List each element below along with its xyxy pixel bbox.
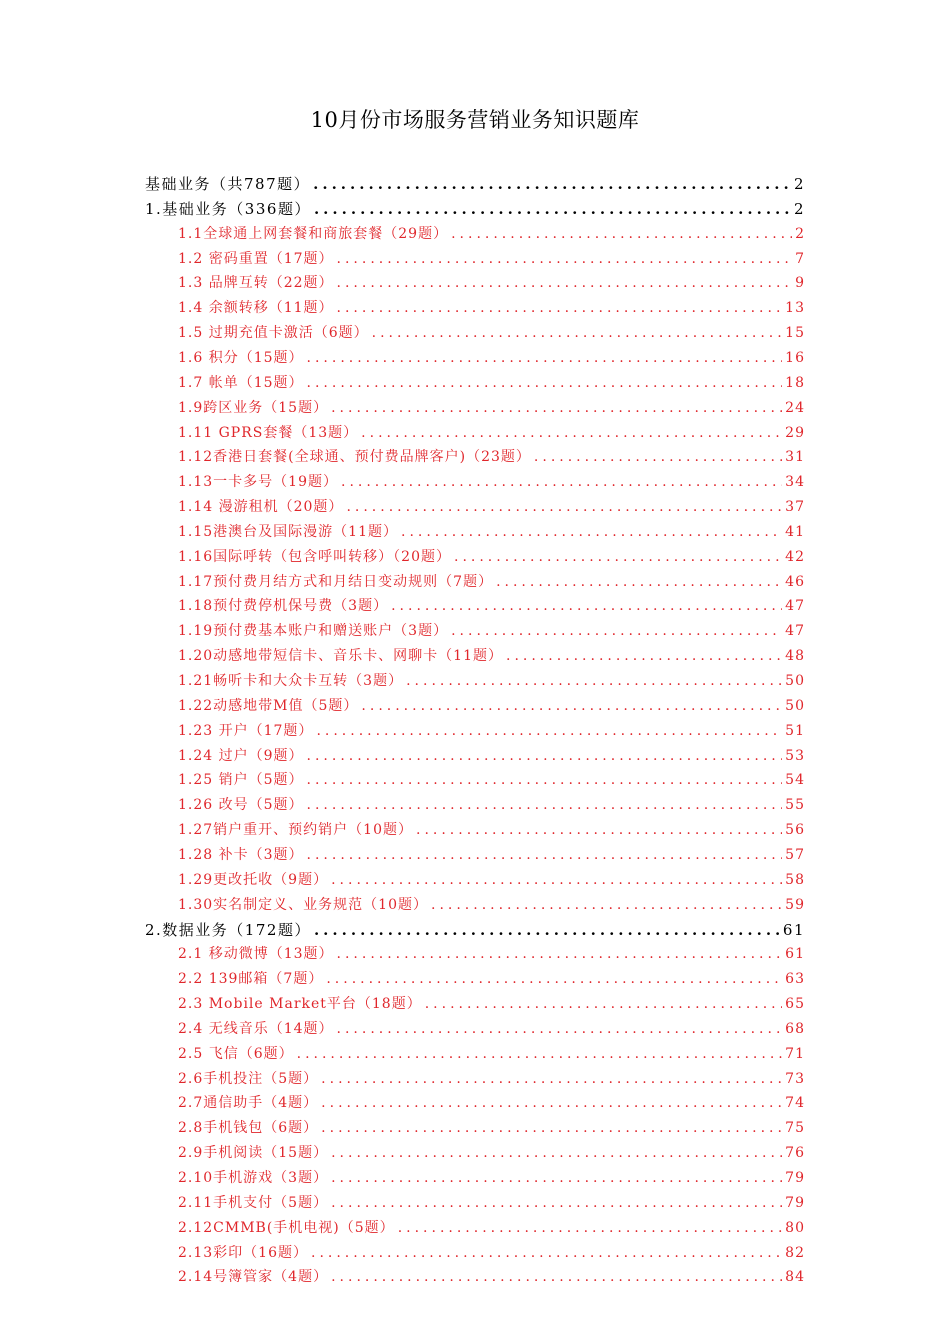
toc-entry-label: 2.6手机投注（5题）: [178, 1070, 319, 1087]
toc-dot-leader: [431, 897, 782, 913]
toc-page-number: 57: [785, 846, 805, 863]
toc-entry-label: 1.基础业务（336题）: [145, 199, 311, 218]
toc-dot-leader: [331, 1170, 782, 1186]
toc-dot-leader: [506, 648, 782, 664]
toc-entry-label: 1.5 过期充值卡激活（6题）: [178, 325, 369, 342]
toc-subsection-entry[interactable]: [178, 1117, 805, 1137]
toc-subsection-entry[interactable]: [178, 620, 805, 640]
toc-entry-label: 1.18预付费停机保号费（3题）: [178, 598, 389, 615]
toc-entry-label: 1.26 改号（5题）: [178, 797, 304, 814]
toc-page-number: 41: [785, 523, 805, 540]
toc-subsection-entry[interactable]: [178, 372, 805, 392]
toc-page-number: 56: [785, 822, 805, 839]
toc-page-number: 47: [785, 598, 805, 615]
toc-subsection-entry[interactable]: [178, 1167, 805, 1187]
toc-page-number: 2: [793, 175, 805, 193]
toc-entry-label: 2.10手机游戏（3题）: [178, 1170, 329, 1186]
toc-entry-label: 1.1全球通上网套餐和商旅套餐（29题）: [178, 225, 449, 242]
toc-page-number: 79: [785, 1194, 805, 1211]
toc-dot-leader: [313, 175, 791, 193]
toc-page-number: 61: [782, 920, 805, 939]
toc-section-entry[interactable]: [145, 198, 805, 219]
toc-subsection-entry[interactable]: [178, 248, 805, 268]
toc-entry-label: 1.24 过户（9题）: [178, 747, 304, 764]
toc-page-number: 15: [785, 325, 805, 342]
toc-page-number: 54: [785, 772, 805, 789]
toc-subsection-entry[interactable]: [178, 720, 805, 740]
toc-entry-label: 基础业务（共787题）: [145, 175, 311, 193]
toc-page-number: 79: [785, 1170, 805, 1186]
toc-subsection-entry[interactable]: [178, 819, 805, 839]
toc-page-number: 48: [785, 648, 805, 665]
toc-entry-label: 2.14号簿管家（4题）: [178, 1269, 329, 1286]
toc-subsection-entry[interactable]: [178, 422, 805, 442]
toc-dot-leader: [307, 748, 783, 764]
toc-entry-label: 1.30实名制定义、业务规范（10题）: [178, 896, 428, 913]
toc-page-number: 55: [785, 797, 805, 814]
toc-page-number: 65: [785, 996, 805, 1013]
toc-entry-label: 1.21畅听卡和大众卡互转（3题）: [178, 673, 404, 689]
toc-subsection-entry[interactable]: [178, 595, 805, 615]
toc-dot-leader: [337, 300, 783, 316]
toc-dot-leader: [496, 574, 782, 590]
toc-entry-label: 1.11 GPRS套餐（13题）: [178, 424, 359, 441]
toc-page-number: 42: [785, 548, 805, 565]
toc-page-number: 13: [785, 300, 805, 317]
toc-dot-leader: [307, 847, 783, 863]
toc-subsection-entry[interactable]: [178, 496, 805, 516]
toc-page-number: 73: [785, 1070, 805, 1087]
toc-dot-leader: [321, 1120, 782, 1136]
toc-dot-leader: [314, 200, 791, 218]
toc-entry-label: 1.19预付费基本账户和赠送账户（3题）: [178, 623, 449, 640]
toc-page-number: 2: [793, 199, 805, 218]
toc-subsection-entry[interactable]: [178, 521, 805, 541]
toc-page-number: 16: [785, 349, 805, 366]
toc-entry-label: 2.13彩印（16题）: [178, 1244, 308, 1261]
toc-entry-label: 1.25 销户（5题）: [178, 772, 304, 789]
toc-subsection-entry[interactable]: [178, 546, 805, 566]
toc-page-number: 50: [785, 697, 805, 714]
toc-dot-leader: [341, 474, 782, 490]
toc-page-number: 46: [785, 573, 805, 590]
toc-subsection-entry[interactable]: [178, 943, 805, 963]
toc-page-number: 51: [785, 722, 805, 739]
toc-entry-label: 1.7 帐单（15题）: [178, 374, 304, 391]
toc-entry-label: 1.9跨区业务（15题）: [178, 399, 329, 416]
toc-entry-label: 1.23 开户（17题）: [178, 722, 314, 739]
toc-entry-label: 1.15港澳台及国际漫游（11题）: [178, 523, 398, 540]
toc-page-number: 34: [785, 474, 805, 491]
toc-dot-leader: [398, 1220, 782, 1236]
toc-entry-label: 2.1 移动微博（13题）: [178, 946, 334, 963]
toc-subsection-entry[interactable]: [178, 297, 805, 317]
toc-dot-leader: [331, 1195, 782, 1211]
toc-dot-leader: [361, 698, 782, 714]
toc-dot-leader: [401, 524, 782, 540]
toc-subsection-entry[interactable]: [178, 1242, 805, 1262]
toc-page-number: 2: [795, 225, 805, 242]
toc-subsection-entry[interactable]: [178, 844, 805, 864]
toc-entry-label: 2.8手机钱包（6题）: [178, 1120, 319, 1137]
toc-page-number: 61: [785, 946, 805, 963]
toc-dot-leader: [337, 946, 783, 962]
toc-dot-leader: [454, 549, 782, 565]
toc-subsection-entry[interactable]: [178, 446, 805, 466]
toc-page-number: 75: [785, 1120, 805, 1137]
toc-page-number: 24: [785, 399, 805, 416]
toc-entry-label: 2.数据业务（172题）: [145, 920, 311, 939]
toc-page-number: 63: [785, 971, 805, 988]
toc-entry-label: 1.22动感地带M值（5题）: [178, 697, 359, 714]
toc-entry-label: 2.4 无线音乐（14题）: [178, 1020, 334, 1037]
toc-dot-leader: [326, 971, 782, 987]
toc-entry-label: 2.2 139邮箱（7题）: [178, 971, 324, 988]
toc-page-number: 59: [785, 896, 805, 913]
toc-subsection-entry[interactable]: [178, 993, 805, 1013]
toc-entry-label: 2.5 飞信（6题）: [178, 1045, 294, 1062]
toc-page-number: 29: [785, 424, 805, 441]
toc-subsection-entry[interactable]: [178, 1092, 805, 1112]
toc-dot-leader: [331, 400, 782, 416]
toc-subsection-entry[interactable]: [178, 968, 805, 988]
toc-entry-label: 2.9手机阅读（15题）: [178, 1145, 329, 1162]
toc-page-number: 71: [785, 1045, 805, 1062]
toc-subsection-entry[interactable]: [178, 1018, 805, 1038]
toc-dot-leader: [321, 1095, 782, 1111]
toc-entry-label: 2.3 Mobile Market平台（18题）: [178, 996, 422, 1013]
toc-page-number: 68: [785, 1020, 805, 1037]
toc-page-number: 58: [785, 871, 805, 888]
toc-subsection-entry[interactable]: [178, 1142, 805, 1162]
toc-dot-leader: [314, 921, 780, 939]
toc-dot-leader: [311, 1245, 782, 1261]
toc-subsection-entry[interactable]: [178, 1043, 805, 1063]
toc-dot-leader: [331, 872, 782, 888]
toc-dot-leader: [307, 350, 783, 366]
toc-subsection-entry[interactable]: [178, 745, 805, 765]
toc-subsection-entry[interactable]: [178, 645, 805, 665]
toc-subsection-entry[interactable]: [178, 1266, 805, 1286]
toc-entry-label: 1.6 积分（15题）: [178, 349, 304, 366]
toc-dot-leader: [451, 623, 782, 639]
toc-entry-label: 1.17预付费月结方式和月结日变动规则（7题）: [178, 573, 494, 590]
toc-dot-leader: [316, 723, 782, 739]
toc-subsection-entry[interactable]: [178, 695, 805, 715]
toc-dot-leader: [321, 1071, 782, 1087]
toc-section-entry[interactable]: [145, 173, 805, 194]
toc-page-number: 80: [785, 1219, 805, 1236]
toc-entry-label: 1.27销户重开、预约销户（10题）: [178, 822, 413, 839]
toc-subsection-entry[interactable]: [178, 1068, 805, 1088]
toc-dot-leader: [297, 1046, 783, 1062]
toc-subsection-entry[interactable]: [178, 794, 805, 814]
toc-subsection-entry[interactable]: [178, 397, 805, 417]
toc-subsection-entry[interactable]: [178, 1192, 805, 1212]
toc-page-number: 9: [795, 275, 805, 292]
toc-page-number: 50: [785, 673, 805, 689]
toc-dot-leader: [331, 1145, 782, 1161]
toc-entry-label: 1.20动感地带短信卡、音乐卡、网聊卡（11题）: [178, 648, 503, 665]
toc-subsection-entry[interactable]: [178, 894, 805, 914]
toc-entry-label: 1.12香港日套餐(全球通、预付费品牌客户)（23题）: [178, 449, 531, 466]
toc-page-number: 84: [785, 1269, 805, 1286]
toc-subsection-entry[interactable]: [178, 223, 805, 243]
toc-section-entry[interactable]: [145, 919, 805, 940]
toc-subsection-entry[interactable]: [178, 571, 805, 591]
toc-page-number: 31: [785, 449, 805, 466]
toc-entry-label: 1.3 品牌互转（22题）: [178, 275, 334, 292]
toc-dot-leader: [534, 449, 782, 465]
toc-subsection-entry[interactable]: [178, 869, 805, 889]
toc-entry-label: 1.13一卡多号（19题）: [178, 474, 338, 491]
toc-subsection-entry[interactable]: [178, 471, 805, 491]
toc-dot-leader: [307, 375, 783, 391]
toc-dot-leader: [307, 797, 783, 813]
toc-page-number: 74: [785, 1095, 805, 1112]
toc-page-number: 53: [785, 747, 805, 764]
toc-page-number: 76: [785, 1145, 805, 1162]
toc-page-number: 47: [785, 623, 805, 640]
toc-dot-leader: [391, 598, 782, 614]
toc-entry-label: 2.7通信助手（4题）: [178, 1095, 319, 1112]
toc-entry-label: 1.16国际呼转（包含呼叫转移）（20题）: [178, 548, 451, 565]
toc-dot-leader: [372, 325, 783, 341]
toc-dot-leader: [307, 772, 783, 788]
toc-entry-label: 1.2 密码重置（17题）: [178, 250, 334, 267]
toc-dot-leader: [406, 673, 782, 689]
toc-dot-leader: [331, 1269, 782, 1285]
toc-entry-label: 1.29更改托收（9题）: [178, 871, 329, 888]
toc-dot-leader: [361, 425, 782, 441]
toc-dot-leader: [337, 251, 793, 267]
toc-subsection-entry[interactable]: [178, 1217, 805, 1237]
toc-page-number: 37: [785, 499, 805, 516]
toc-dot-leader: [425, 996, 782, 1012]
toc-entry-label: 1.28 补卡（3题）: [178, 846, 304, 863]
toc-subsection-entry[interactable]: [178, 347, 805, 367]
toc-entry-label: 2.11手机支付（5题）: [178, 1194, 329, 1211]
toc-dot-leader: [346, 499, 782, 515]
toc-entry-label: 1.4 余额转移（11题）: [178, 300, 334, 317]
toc-page-number: 82: [785, 1244, 805, 1261]
toc-subsection-entry[interactable]: [178, 670, 805, 690]
toc-page-number: 7: [795, 250, 805, 267]
toc-subsection-entry[interactable]: [178, 322, 805, 342]
toc-dot-leader: [337, 1021, 783, 1037]
toc-page-number: 18: [785, 374, 805, 391]
toc-entry-label: 2.12CMMB(手机电视)（5题）: [178, 1219, 395, 1236]
toc-entry-label: 1.14 漫游租机（20题）: [178, 499, 344, 516]
document-title: 10月份市场服务营销业务知识题库: [310, 108, 640, 132]
toc-dot-leader: [451, 226, 792, 242]
toc-dot-leader: [337, 275, 793, 291]
toc-subsection-entry[interactable]: [178, 769, 805, 789]
toc-subsection-entry[interactable]: [178, 272, 805, 292]
toc-dot-leader: [416, 822, 782, 838]
